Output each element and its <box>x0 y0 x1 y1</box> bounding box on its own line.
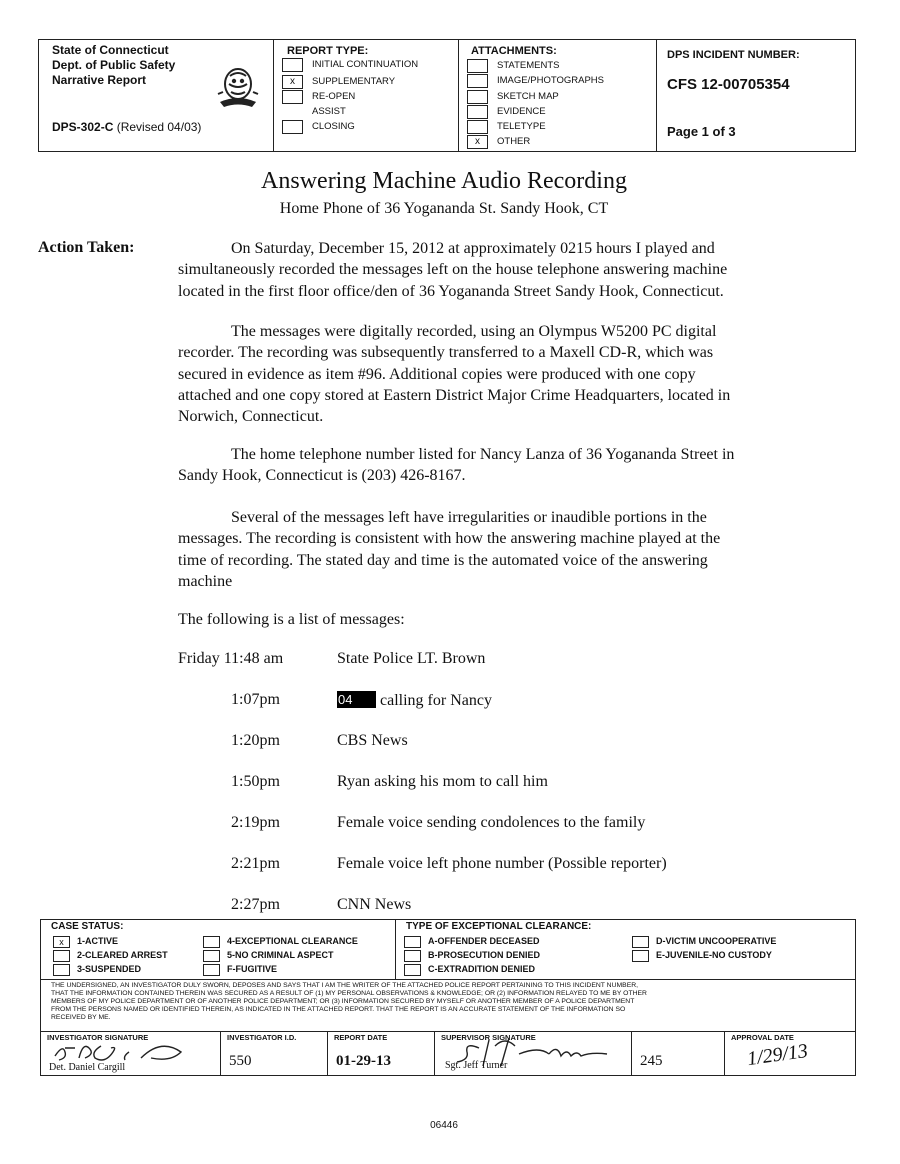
checkbox[interactable] <box>282 120 303 134</box>
attestation-line: MEMBERS OF MY POLICE DEPARTMENT OR OF ANOTHER POLICE DEPARTMENT; OR (3) INFORMATION SECURED BY MYSELF OR ANOTHER MEMBER OF A POLICE DEPARTMENT <box>51 998 635 1005</box>
checkbox[interactable]: x <box>53 936 70 948</box>
checkbox[interactable] <box>282 90 303 104</box>
paragraph-line: The messages were digitally recorded, using an Olympus W5200 PC digital <box>231 323 717 340</box>
form-number <box>52 120 201 134</box>
option-label: OTHER <box>497 136 531 147</box>
option-label: E-JUVENILE-NO CUSTODY <box>656 950 772 960</box>
checkbox[interactable]: x <box>282 75 303 89</box>
option-label: STATEMENTS <box>497 60 560 71</box>
approval-date-label: APPROVAL DATE <box>731 1033 794 1042</box>
report-date: 01-29-13 <box>336 1053 391 1069</box>
checkbox[interactable] <box>53 964 70 976</box>
checkbox[interactable] <box>404 950 421 962</box>
attestation-line: THE UNDERSIGNED, AN INVESTIGATOR DULY SWORN, DEPOSES AND SAYS THAT I AM THE WRITER OF THE ATTACHED POLICE REPORT PERTAINING TO THIS INCIDENT NUMBER, <box>51 982 639 989</box>
message-row <box>0 732 900 754</box>
narrative-paragraph <box>178 444 798 487</box>
incident-number-block <box>657 40 855 151</box>
option-label: ASSIST <box>312 106 346 117</box>
message-time: 2:21pm <box>231 855 280 872</box>
report-date-cell <box>328 1032 435 1075</box>
option-label: 4-EXCEPTIONAL CLEARANCE <box>227 936 358 946</box>
page-number: 06446 <box>430 1120 458 1131</box>
case-status-form <box>40 919 856 1076</box>
supervisor-id: 245 <box>640 1053 663 1069</box>
message-description: Ryan asking his mom to call him <box>337 773 548 790</box>
report-date-label: REPORT DATE <box>334 1033 388 1042</box>
action-taken-label: Action Taken: <box>38 239 135 256</box>
paragraph-line: machine <box>178 572 233 590</box>
checkbox[interactable] <box>467 120 488 134</box>
approval-date: 1/29/13 <box>745 1039 810 1071</box>
checkbox[interactable] <box>203 964 220 976</box>
checkbox[interactable] <box>467 105 488 119</box>
message-time: 1:20pm <box>231 732 280 749</box>
checkbox[interactable] <box>203 936 220 948</box>
option-label: 5-NO CRIMINAL ASPECT <box>227 950 334 960</box>
redaction-box: 04 <box>337 691 376 708</box>
investigator-signature-label: INVESTIGATOR SIGNATURE <box>47 1033 149 1042</box>
attestation-statement <box>41 979 855 1031</box>
message-description: calling for Nancy <box>380 692 492 709</box>
case-status-section <box>41 920 396 979</box>
option-label: 3-SUSPENDED <box>77 964 142 974</box>
checkbox[interactable] <box>53 950 70 962</box>
paragraph-line: Several of the messages left have irregularities or inaudible portions in the <box>231 509 707 526</box>
case-status-title: CASE STATUS: <box>51 921 124 932</box>
option-label: SUPPLEMENTARY <box>312 76 396 87</box>
paragraph-line: Sandy Hook, Connecticut is (203) 426-8167. <box>178 467 466 485</box>
supervisor-id-cell <box>632 1032 725 1075</box>
option-label: IMAGE/PHOTOGRAPHS <box>497 75 604 86</box>
exceptional-clearance-section <box>396 920 855 979</box>
message-time: 2:27pm <box>231 896 280 913</box>
message-time: 1:07pm <box>231 691 280 708</box>
message-list-intro: The following is a list of messages: <box>178 611 405 628</box>
investigator-name: Det. Daniel Cargill <box>49 1062 126 1073</box>
attachments-title: ATTACHMENTS: <box>471 45 557 57</box>
agency-line: Dept. of Public Safety <box>52 58 176 72</box>
message-row <box>0 650 900 672</box>
option-label: 1-ACTIVE <box>77 936 119 946</box>
report-type-title: REPORT TYPE: <box>287 45 369 57</box>
checkbox[interactable] <box>632 936 649 948</box>
narrative-paragraph <box>178 238 798 302</box>
option-label: CLOSING <box>312 121 355 132</box>
agency-block <box>39 40 274 151</box>
message-description: Female voice sending condolences to the family <box>337 814 646 831</box>
page-indicator: Page 1 of 3 <box>667 124 736 139</box>
checkbox[interactable]: x <box>467 135 488 149</box>
checkbox[interactable] <box>404 936 421 948</box>
agency-line: Narrative Report <box>52 73 147 87</box>
checkbox[interactable] <box>467 74 488 88</box>
message-time: 1:50pm <box>231 773 280 790</box>
investigator-id: 550 <box>229 1053 252 1069</box>
option-label: 2-CLEARED ARREST <box>77 950 168 960</box>
message-description-wrap <box>337 691 492 710</box>
paragraph-line: The home telephone number listed for Nancy Lanza of 36 Yogananda Street in <box>231 446 735 463</box>
paragraph-line: time of recording. The stated day and time is the automated voice of the answering <box>178 551 708 569</box>
narrative-paragraph <box>178 507 798 592</box>
message-time: Friday 11:48 am <box>178 650 284 667</box>
message-row <box>0 814 900 836</box>
message-row <box>0 855 900 877</box>
attestation-line: THAT THE INFORMATION CONTAINED THEREIN WAS SECURED AS A RESULT OF (1) MY PERSONAL OBSERVATIONS & KNOWLEDGE; OR (2) INFORMATION RELAYED TO ME BY OTHER <box>51 990 647 997</box>
paragraph-line: Norwich, Connecticut. <box>178 408 324 426</box>
checkbox[interactable] <box>632 950 649 962</box>
message-description: CNN News <box>337 896 412 913</box>
investigator-signature-cell <box>41 1032 221 1075</box>
option-label: A-OFFENDER DECEASED <box>428 936 540 946</box>
option-label: TELETYPE <box>497 121 546 132</box>
exceptional-clearance-title: TYPE OF EXCEPTIONAL CLEARANCE: <box>406 921 592 932</box>
paragraph-line: messages. The recording is consistent with how the answering machine played at the <box>178 530 721 548</box>
paragraph-line: located in the first floor office/den of 36 Yogananda Street Sandy Hook, Connecticut. <box>178 282 724 300</box>
form-revised: (Revised 04/03) <box>116 120 202 134</box>
agency-line: State of Connecticut <box>52 43 169 57</box>
supervisor-signature-label: SUPERVISOR SIGNATURE <box>441 1033 536 1042</box>
paragraph-line: recorder. The recording was subsequently transferred to a Maxell CD-R, which was <box>178 344 714 362</box>
checkbox[interactable] <box>467 90 488 104</box>
option-label: D-VICTIM UNCOOPERATIVE <box>656 936 777 946</box>
form-id: DPS-302-C <box>52 120 114 134</box>
document-title: Answering Machine Audio Recording <box>261 168 627 194</box>
investigator-id-cell <box>221 1032 328 1075</box>
paragraph-line: secured in evidence as item #96. Additional copies were produced with one copy <box>178 365 696 383</box>
checkbox[interactable] <box>467 59 488 73</box>
checkbox[interactable] <box>282 58 303 72</box>
attachments-block <box>459 40 657 151</box>
attestation-line: RECEIVED BY ME. <box>51 1014 111 1021</box>
supervisor-signature-cell <box>435 1032 632 1075</box>
document-subtitle: Home Phone of 36 Yogananda St. Sandy Hook, CT <box>279 200 609 217</box>
message-row <box>0 896 900 918</box>
option-label: B-PROSECUTION DENIED <box>428 950 541 960</box>
state-seal-icon <box>216 64 260 115</box>
option-label: SKETCH MAP <box>497 91 559 102</box>
message-description: State Police LT. Brown <box>337 650 486 667</box>
checkbox[interactable] <box>282 105 303 119</box>
attestation-line: FROM THE PERSONS NAMED OR IDENTIFIED THEREIN, AS INDICATED IN THE ATTACHED REPORT. THAT THE REPORT IS AN ACCURATE STATEMENT OF THE INFORMATION SO <box>51 1006 626 1013</box>
report-header-form <box>38 39 856 152</box>
narrative-paragraph <box>178 321 798 427</box>
message-description: CBS News <box>337 732 408 749</box>
checkbox[interactable] <box>404 964 421 976</box>
paragraph-line: On Saturday, December 15, 2012 at approximately 0215 hours I played and <box>231 240 715 257</box>
incident-number: CFS 12-00705354 <box>667 76 790 93</box>
option-label: RE-OPEN <box>312 91 356 102</box>
option-label: C-EXTRADITION DENIED <box>428 964 536 974</box>
signature-row <box>41 1031 855 1075</box>
supervisor-name: Sgt. Jeff Turner <box>445 1060 508 1071</box>
report-type-block <box>274 40 459 151</box>
agency-name <box>52 43 175 88</box>
option-label: INITIAL CONTINUATION <box>312 59 419 70</box>
option-label: EVIDENCE <box>497 106 546 117</box>
message-time: 2:19pm <box>231 814 280 831</box>
message-row <box>0 691 900 713</box>
message-description: Female voice left phone number (Possible reporter) <box>337 855 667 872</box>
option-label: F-FUGITIVE <box>227 964 277 974</box>
approval-date-cell <box>725 1032 855 1075</box>
message-row <box>0 773 900 795</box>
paragraph-line: attached and one copy stored at Eastern District Major Crime Headquarters, located in <box>178 386 731 404</box>
incident-number-label: DPS INCIDENT NUMBER: <box>667 49 800 61</box>
paragraph-line: simultaneously recorded the messages left on the house telephone answering machine <box>178 261 728 279</box>
checkbox[interactable] <box>203 950 220 962</box>
investigator-id-label: INVESTIGATOR I.D. <box>227 1033 297 1042</box>
